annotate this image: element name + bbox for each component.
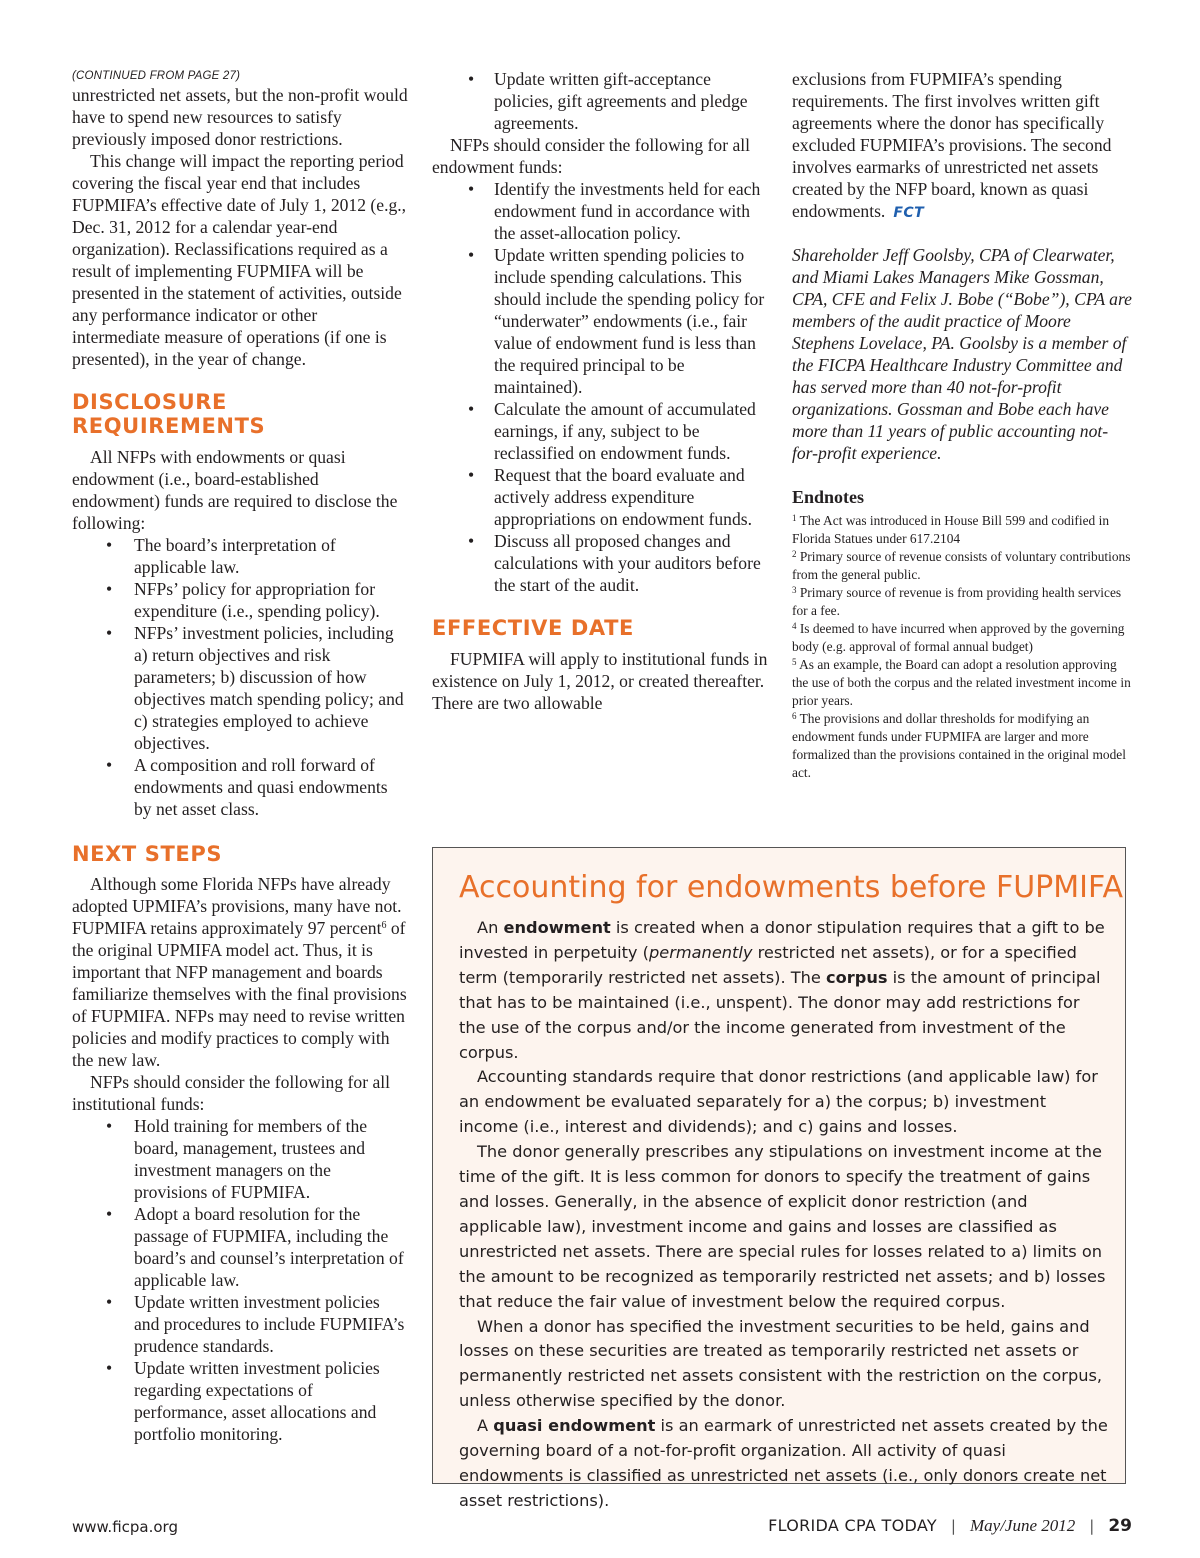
- paragraph: FUPMIFA will apply to institutional funds in existence on July 1, 2012, or created thereafter. There are two allowable: [432, 649, 768, 713]
- text: is an earmark of unrestricted net assets created by the governing board of a not-for-profit organization. All activity of quasi endowments is classified as unrestricted net assets (i.e., only donors create net asset restrictions).: [459, 1416, 1108, 1510]
- bullet-icon: •: [468, 399, 475, 419]
- term-endowment: endowment: [503, 918, 611, 937]
- gift-policy-list: [432, 68, 772, 134]
- paragraph: unrestricted net assets, but the non-profit would have to spend new resources to satisfy previously imposed donor restrictions.: [72, 85, 408, 149]
- sidebar-paragraph: [459, 1414, 1109, 1514]
- list-item-text: Discuss all proposed changes and calculations with your auditors before the start of the audit.: [494, 531, 761, 595]
- paragraph: This change will impact the reporting period covering the fiscal year end that includes FUPMIFA’s effective date of July 1, 2012 (e.g., Dec. 31, 2012 for a calendar year-end organization). Reclassifications required as a result of implementing FUPMIFA will be presented in the statement of activities, outside any performance indicator or other intermediate measure of operations (if one is presented), in the year of change.: [72, 151, 407, 369]
- sidebar-paragraph: The donor generally prescribes any stipulations on investment income at the time of the gift. It is less common for donors to specify the treatment of gains and losses. Generally, in the absence of explicit donor restriction (and applicable law), investment income and gains and losses are classified as unrestricted net assets. There are special rules for losses related to a) limits on the amount to be recognized as temporarily restricted net assets; and b) losses that reduce the fair value of investment below the required corpus.: [459, 1142, 1106, 1311]
- list-item: [72, 622, 408, 754]
- bullet-icon: •: [106, 1358, 113, 1378]
- sidebar-body: [459, 916, 1109, 1514]
- paragraph: [792, 68, 1132, 224]
- endnote-number: 5: [792, 657, 797, 667]
- endnote-number: 1: [792, 513, 797, 523]
- endowment-funds-list: [432, 178, 772, 596]
- endnote-number: 2: [792, 549, 797, 559]
- list-item-text: Update written investment policies regarding expectations of performance, asset allocations and portfolio monitoring.: [134, 1358, 380, 1444]
- sidebar-paragraph: Accounting standards require that donor restrictions (and applicable law) for an endowment be evaluated separately for a) the corpus; b) investment income (i.e., interest and dividends); and c) gains and losses.: [459, 1067, 1098, 1137]
- bullet-icon: •: [106, 579, 113, 599]
- text: A: [477, 1416, 494, 1436]
- term-corpus: corpus: [826, 967, 888, 987]
- text: exclusions from FUPMIFA’s spending requirements. The first involves written gift agreements where the donor has specifically excluded FUPMIFA’s provisions. The second involves earmarks of unrestricted net assets created by the NFP board, known as quasi endowments.: [792, 69, 1112, 221]
- author-bio: Shareholder Jeff Goolsby, CPA of Clearwater, and Miami Lakes Managers Mike Gossman, CPA, CFE and Felix J. Bobe (“Bobe”), CPA are members of the audit practice of Moore Stephens Lovelace, PA. Goolsby is a member of the FICPA Healthcare Industry Committee and has served more than 40 not-for-profit organizations. Gossman and Bobe each have more than 11 years of public accounting not-for-profit experience.: [792, 245, 1132, 463]
- disclosure-list: [72, 534, 408, 820]
- text: is the amount of principal that has to be maintained (i.e., unspent). The donor may add restrictions for the use of the corpus and/or the income generated from investment of the corpus.: [459, 967, 1101, 1062]
- heading-next-steps: NEXT STEPS: [72, 842, 223, 866]
- list-item-text: Update written investment policies and procedures to include FUPMIFA’s prudence standards.: [134, 1292, 405, 1356]
- bullet-icon: •: [468, 179, 475, 199]
- list-item: [72, 1291, 408, 1357]
- sidebar-paragraph: [459, 916, 1109, 1065]
- bullet-icon: •: [468, 245, 475, 265]
- list-item-text: A composition and roll forward of endowments and quasi endowments by net asset class.: [134, 755, 388, 819]
- paragraph: NFPs should consider the following for all institutional funds:: [72, 1072, 391, 1114]
- endnote: [792, 620, 1132, 656]
- term-quasi-endowment: quasi endowment: [493, 1416, 656, 1436]
- heading-disclosure-requirements: DISCLOSURE REQUIREMENTS: [72, 390, 266, 438]
- list-item-text: Hold training for members of the board, management, trustees and investment managers on the provisions of FUPMIFA.: [134, 1116, 368, 1202]
- bullet-icon: •: [468, 531, 475, 551]
- bullet-icon: •: [468, 69, 475, 89]
- next-steps-list: [72, 1115, 408, 1445]
- endnote-text: Is deemed to have incurred when approved by the governing body (e.g. approval of formal annual budget): [792, 621, 1125, 654]
- list-item: [432, 464, 772, 530]
- endnote: [792, 548, 1132, 584]
- separator: |: [950, 1517, 956, 1535]
- column-1: [72, 68, 408, 1445]
- list-item: [72, 1115, 408, 1203]
- bullet-icon: •: [106, 623, 113, 643]
- list-item: [72, 1357, 408, 1445]
- bullet-icon: •: [468, 465, 475, 485]
- endnote: [792, 656, 1132, 710]
- page-number: 29: [1108, 1516, 1132, 1536]
- sidebar-title: Accounting for endowments before FUPMIFA: [459, 870, 1124, 905]
- website-url: www.ficpa.org: [72, 1518, 178, 1536]
- list-item-text: NFPs’ policy for appropriation for expenditure (i.e., spending policy).: [134, 579, 380, 621]
- text: restricted net assets), or for a specified term (temporarily restricted net assets). The: [459, 942, 1077, 987]
- list-item: [72, 534, 408, 578]
- endnote-number: 6: [792, 711, 797, 721]
- list-item-text: Calculate the amount of accumulated earnings, if any, subject to be reclassified on endowment funds.: [494, 399, 756, 463]
- endnote: [792, 710, 1132, 782]
- continued-note: (CONTINUED FROM PAGE 27): [72, 70, 241, 82]
- text: of the original UPMIFA model act. Thus, it is important that NFP management and boards familiarize themselves with the final provisions of FUPMIFA. NFPs may need to revise written policies and modify practices to comply with the new law.: [72, 918, 407, 1070]
- list-item: [72, 578, 408, 622]
- list-item: [72, 754, 408, 820]
- bullet-icon: •: [106, 755, 113, 775]
- list-item-text: The board’s interpretation of applicable law.: [134, 535, 336, 577]
- magazine-name: FLORIDA CPA TODAY: [768, 1516, 937, 1535]
- fct-end-mark: FCT: [893, 205, 925, 221]
- text: is created when a donor stipulation requires that a gift to be invested in perpetuity (: [459, 918, 1105, 962]
- endnote: [792, 584, 1132, 620]
- endnote-text: As an example, the Board can adopt a resolution approving the use of both the corpus and the related investment income in prior years.: [792, 657, 1131, 708]
- list-item-text: Identify the investments held for each endowment fund in accordance with the asset-allocation policy.: [494, 179, 761, 243]
- footnote-ref: 6: [381, 920, 387, 931]
- paragraph: All NFPs with endowments or quasi endowment (i.e., board-established endowment) funds are required to disclose the following:: [72, 447, 398, 533]
- list-item-text: NFPs’ investment policies, including a) return objectives and risk parameters; b) discussion of how objectives match spending policy; and c) strategies employed to achieve objectives.: [134, 623, 404, 753]
- text-italic: permanently: [648, 942, 753, 962]
- endnotes-heading: Endnotes: [792, 487, 865, 507]
- list-item: [432, 178, 772, 244]
- list-item-text: Request that the board evaluate and actively address expenditure appropriations on endowment funds.: [494, 465, 752, 529]
- column-2: [432, 68, 772, 714]
- sidebar-paragraph: When a donor has specified the investment securities to be held, gains and losses on these securities are treated as temporarily restricted net assets or permanently restricted net assets consistent with the restriction on the corpus, unless otherwise specified by the donor.: [459, 1316, 1103, 1411]
- endnote: [792, 512, 1132, 548]
- endnote-text: Primary source of revenue consists of voluntary contributions from the general public.: [792, 549, 1131, 582]
- endnote-number: 4: [792, 621, 797, 631]
- separator: |: [1089, 1517, 1095, 1535]
- text: An: [477, 918, 504, 937]
- endnotes-list: [792, 512, 1132, 782]
- bullet-icon: •: [106, 535, 113, 555]
- footer-right: [768, 1516, 1132, 1536]
- page-footer: [72, 1516, 1132, 1540]
- heading-effective-date: EFFECTIVE DATE: [432, 616, 634, 640]
- bullet-icon: •: [106, 1292, 113, 1312]
- list-item-text: Update written spending policies to include spending calculations. This should include the spending policy for “underwater” endowments (i.e., fair value of endowment fund is less than the required principal to be maintained).: [494, 245, 765, 397]
- list-item: [432, 68, 772, 134]
- endnote-text: The Act was introduced in House Bill 599 and codified in Florida Statues under 617.2104: [792, 513, 1110, 546]
- paragraph: [72, 873, 408, 1071]
- bullet-icon: •: [106, 1204, 113, 1224]
- endnote-number: 3: [792, 585, 797, 595]
- endnote-text: The provisions and dollar thresholds for modifying an endowment funds under FUPMIFA are larger and more formalized than the provisions contained in the original model act.: [792, 711, 1126, 780]
- list-item: [432, 244, 772, 398]
- sidebar-box: [432, 847, 1126, 1510]
- text: Although some Florida NFPs have already adopted UPMIFA’s provisions, many have not. FUPMIFA retains approximately 97 percent: [72, 874, 402, 938]
- list-item-text: Update written gift-acceptance policies, gift agreements and pledge agreements.: [494, 69, 748, 133]
- bullet-icon: •: [106, 1116, 113, 1136]
- list-item: [432, 530, 772, 596]
- issue-date: May/June 2012: [969, 1516, 1076, 1535]
- list-item: [432, 398, 772, 464]
- list-item-text: Adopt a board resolution for the passage of FUPMIFA, including the board’s and counsel’s interpretation of applicable law.: [134, 1204, 404, 1290]
- paragraph: NFPs should consider the following for all endowment funds:: [432, 135, 751, 177]
- endnote-text: Primary source of revenue is from providing health services for a fee.: [792, 585, 1122, 618]
- column-3: [792, 68, 1132, 782]
- list-item: [72, 1203, 408, 1291]
